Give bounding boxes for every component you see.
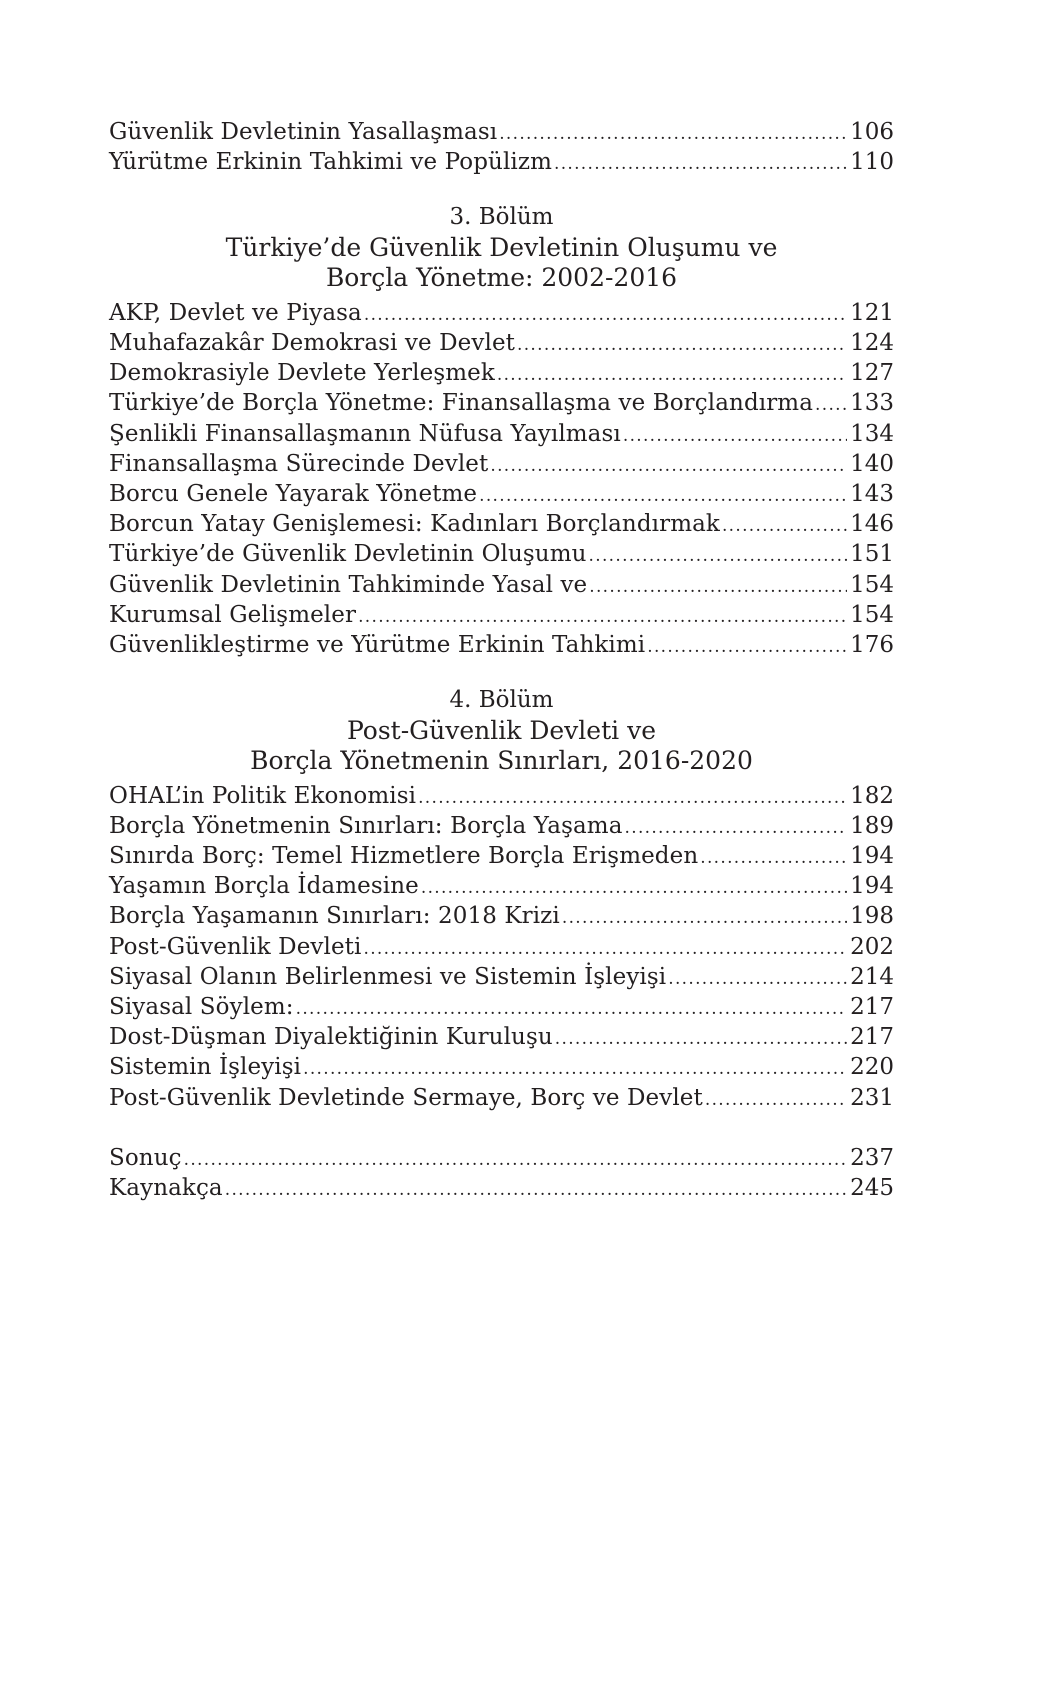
toc-leader-dots	[363, 934, 847, 964]
toc-leader-dots	[668, 964, 847, 994]
toc-entry-title: Güvenlik Devletinin Tahkiminde Yasal ve	[109, 571, 588, 598]
toc-entry-page: 140	[850, 450, 894, 477]
toc-entry-page: 202	[850, 933, 894, 960]
toc-entry	[109, 298, 894, 328]
toc-leader-dots	[303, 1054, 847, 1084]
toc-leader-dots	[623, 421, 847, 451]
toc-leader-dots	[722, 511, 847, 541]
toc-entry-title: Kaynakça	[109, 1174, 223, 1201]
toc-chapter-4-group	[109, 781, 894, 1113]
toc-entry	[109, 539, 894, 569]
toc-entry	[109, 962, 894, 992]
toc-entry-title: Demokrasiyle Devlete Yerleşmek	[109, 360, 495, 387]
chapter-4-heading	[109, 685, 894, 777]
toc-entry	[109, 1052, 894, 1082]
toc-entry-title: Şenlikli Finansallaşmanın Nüfusa Yayılması	[109, 420, 621, 447]
toc-entry-page: 146	[850, 511, 894, 538]
toc-entry	[109, 449, 894, 479]
toc-entry-title: Güvenlik Devletinin Yasallaşması	[109, 119, 498, 145]
toc-leader-dots	[296, 994, 847, 1024]
toc-entry-title: Türkiye’de Borçla Yönetme: Finansallaşma ve Borçlandırma	[109, 390, 814, 417]
toc-entry-page: 182	[850, 782, 894, 809]
toc-entry-title: Finansallaşma Sürecinde Devlet	[109, 450, 489, 477]
toc-entry	[109, 388, 894, 418]
toc-intro-group	[109, 117, 894, 177]
toc-entry	[109, 479, 894, 509]
toc-leader-dots	[418, 783, 847, 813]
toc-entry-page: 106	[850, 119, 894, 145]
chapter-3-heading	[109, 202, 894, 294]
toc-entry-title: Muhafazakâr Demokrasi ve Devlet	[109, 330, 515, 357]
toc-entry-page: 151	[850, 541, 894, 568]
toc-leader-dots	[555, 1024, 847, 1054]
toc-entry	[109, 358, 894, 388]
toc-entry-page: 220	[850, 1054, 894, 1081]
toc-entry-page: 217	[850, 1024, 894, 1051]
toc-entry	[109, 570, 894, 600]
toc-entry-title: Borçla Yaşamanın Sınırları: 2018 Krizi	[109, 903, 560, 930]
toc-entry-page: 110	[850, 149, 894, 176]
toc-entry	[109, 932, 894, 962]
toc-entry-title: Yaşamın Borçla İdamesine	[109, 873, 419, 900]
toc-entry-title: Türkiye’de Güvenlik Devletinin Oluşumu	[109, 541, 587, 568]
toc-entry	[109, 811, 894, 841]
toc-entry-title: Siyasal Olanın Belirlenmesi ve Sistemin İşleyişi	[109, 963, 667, 990]
toc-leader-dots	[589, 541, 848, 571]
toc-page	[109, 117, 894, 1203]
toc-leader-dots	[490, 451, 847, 481]
toc-entry-title: Kurumsal Gelişmeler	[109, 601, 357, 628]
toc-leader-dots	[554, 149, 847, 179]
toc-entry	[109, 1022, 894, 1052]
toc-entry-page: 154	[850, 571, 894, 598]
toc-entry-page: 121	[850, 299, 894, 326]
toc-entry-page: 198	[850, 903, 894, 930]
toc-entry	[109, 1173, 894, 1203]
toc-entry-page: 237	[850, 1144, 894, 1171]
toc-entry	[109, 630, 894, 660]
toc-leader-dots	[184, 1145, 847, 1175]
toc-leader-dots	[589, 572, 847, 602]
toc-entry-title: OHAL’in Politik Ekonomisi	[109, 782, 417, 809]
chapter-number: 3. Bölüm	[449, 204, 554, 231]
toc-entry-title: Sınırda Borç: Temel Hizmetlere Borçla Erişmeden	[109, 843, 699, 869]
chapter-number: 4. Bölüm	[449, 687, 554, 714]
toc-leader-dots	[562, 903, 847, 933]
toc-entry	[109, 1143, 894, 1173]
toc-entry	[109, 992, 894, 1022]
toc-leader-dots	[517, 330, 847, 360]
toc-leader-dots	[364, 300, 847, 330]
toc-entry-page: 127	[850, 360, 894, 387]
chapter-title-line: Post-Güvenlik Devleti ve	[346, 715, 657, 745]
toc-entry	[109, 781, 894, 811]
toc-leader-dots	[705, 1085, 847, 1115]
toc-entry-title: Borcu Genele Yayarak Yönetme	[109, 481, 478, 507]
toc-entry-page: 217	[850, 993, 894, 1020]
toc-leader-dots	[358, 602, 847, 632]
chapter-title-line: Borçla Yönetmenin Sınırları, 2016-2020	[250, 746, 753, 776]
toc-entry-page: 189	[850, 812, 894, 839]
toc-entry-page: 231	[850, 1084, 894, 1111]
chapter-title-line: Borçla Yönetme: 2002-2016	[325, 263, 678, 293]
chapter-title-line: Türkiye’de Güvenlik Devletinin Oluşumu ve	[225, 232, 778, 262]
toc-leader-dots	[700, 843, 847, 873]
toc-entry	[109, 147, 894, 177]
toc-end-group	[109, 1143, 894, 1203]
toc-entry	[109, 600, 894, 630]
toc-entry-page: 245	[850, 1174, 894, 1201]
toc-entry-page: 143	[850, 481, 894, 507]
toc-entry-page: 176	[850, 631, 894, 658]
toc-entry-title: Yürütme Erkinin Tahkimi ve Popülizm	[109, 149, 552, 176]
toc-entry-page: 124	[850, 330, 894, 357]
toc-entry-title: Dost-Düşman Diyalektiğinin Kuruluşu	[109, 1024, 553, 1051]
toc-leader-dots	[497, 360, 847, 390]
toc-entry-page: 194	[850, 873, 894, 900]
toc-entry-title: Borcun Yatay Genişlemesi: Kadınları Borçlandırmak	[109, 511, 720, 538]
toc-entry	[109, 841, 894, 871]
toc-leader-dots	[499, 119, 847, 149]
toc-entry	[109, 419, 894, 449]
toc-entry-page: 134	[850, 420, 894, 447]
toc-entry-title: Post-Güvenlik Devleti	[109, 933, 362, 960]
toc-entry-page: 133	[850, 390, 894, 417]
toc-entry-title: Siyasal Söylem:	[109, 993, 294, 1020]
toc-leader-dots	[421, 873, 847, 903]
toc-entry	[109, 328, 894, 358]
toc-entry	[109, 117, 894, 147]
toc-leader-dots	[225, 1175, 847, 1205]
toc-entry	[109, 509, 894, 539]
toc-entry-page: 194	[850, 843, 894, 869]
toc-chapter-3-group	[109, 298, 894, 660]
toc-entry-title: Borçla Yönetmenin Sınırları: Borçla Yaşama	[109, 812, 623, 839]
toc-entry	[109, 901, 894, 931]
toc-leader-dots	[815, 390, 847, 420]
toc-entry-title: Sistemin İşleyişi	[109, 1054, 302, 1081]
toc-leader-dots	[647, 632, 847, 662]
toc-leader-dots	[479, 481, 847, 511]
toc-entry-title: Sonuç	[109, 1144, 182, 1171]
toc-leader-dots	[625, 813, 848, 843]
toc-entry-title: Güvenlikleştirme ve Yürütme Erkinin Tahkimi	[109, 631, 646, 658]
section-gap	[109, 1113, 894, 1143]
toc-entry	[109, 871, 894, 901]
toc-entry-page: 154	[850, 601, 894, 628]
toc-entry	[109, 1083, 894, 1113]
toc-entry-title: Post-Güvenlik Devletinde Sermaye, Borç ve Devlet	[109, 1084, 703, 1111]
toc-entry-page: 214	[850, 963, 894, 990]
toc-entry-title: AKP, Devlet ve Piyasa	[109, 299, 362, 326]
